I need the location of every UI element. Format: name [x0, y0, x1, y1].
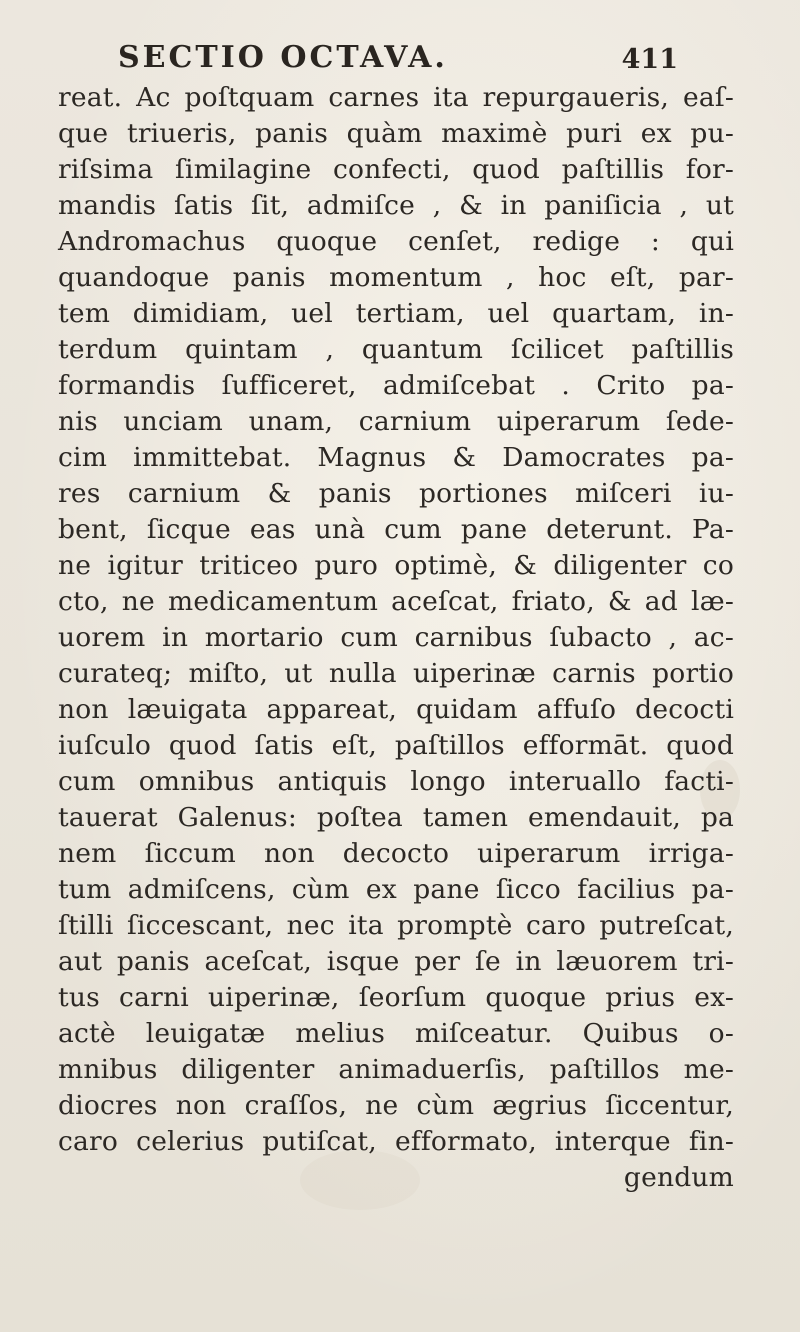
text-line: cum omnibus antiquis longo interuallo facti-	[58, 766, 734, 797]
text-line: curateq; miſto, ut nulla uiperinæ carnis portio	[58, 658, 734, 689]
running-head: SECTIO OCTAVA.	[118, 40, 448, 75]
page-header	[118, 40, 678, 80]
text-line: ne igitur triticeo puro optimè, & diligenter co	[58, 550, 734, 581]
text-line: aut panis aceſcat, isque per ſe in læuorem tri-	[58, 946, 734, 977]
body-text	[58, 80, 734, 1196]
text-line: cim immittebat. Magnus & Damocrates pa-	[58, 442, 734, 473]
text-line: que triueris, panis quàm maximè puri ex pu-	[58, 118, 734, 149]
text-line: nem ſiccum non decocto uiperarum irriga-	[58, 838, 734, 869]
text-line: iuſculo quod ſatis eſt, paſtillos efformāt. quod	[58, 730, 734, 761]
text-line: tus carni uiperinæ, ſeorſum quoque prius ex-	[58, 982, 734, 1013]
text-line: mnibus diligenter animaduerſis, paſtillos me-	[58, 1054, 734, 1085]
text-line: tauerat Galenus: poſtea tamen emendauit, pa	[58, 802, 734, 833]
text-line: caro celerius putiſcat, efformato, interque fin-	[58, 1126, 734, 1157]
text-line: ſtilli ſiccescant, nec ita promptè caro putreſcat,	[58, 910, 734, 941]
text-line: non læuigata appareat, quidam affuſo decocti	[58, 694, 734, 725]
page-number: 411	[621, 44, 678, 75]
text-line: bent, ſicque eas unà cum pane deterunt. Pa-	[58, 514, 734, 545]
text-line: nis unciam unam, carnium uiperarum ſede-	[58, 406, 734, 437]
text-line: reat. Ac poſtquam carnes ita repurgaueris, eaſ-	[58, 82, 734, 113]
catchword: gendum	[623, 1162, 734, 1193]
text-line: actè leuigatæ melius miſceatur. Quibus o-	[58, 1018, 734, 1049]
text-line: riſsima ſimilagine confecti, quod paſtillis for-	[58, 154, 734, 185]
text-line: mandis ſatis ſit, admiſce , & in paniſicia , ut	[58, 190, 734, 221]
text-line: terdum quintam , quantum ſcilicet paſtillis	[58, 334, 734, 365]
text-line: quandoque panis momentum , hoc eſt, par-	[58, 262, 734, 293]
text-line: diocres non craſſos, ne cùm ægrius ſiccentur,	[58, 1090, 734, 1121]
text-line: formandis ſufficeret, admiſcebat . Crito pa-	[58, 370, 734, 401]
text-line: uorem in mortario cum carnibus ſubacto , ac-	[58, 622, 734, 653]
text-line: tum admiſcens, cùm ex pane ſicco facilius pa-	[58, 874, 734, 905]
text-line: res carnium & panis portiones miſceri iu-	[58, 478, 734, 509]
text-line: tem dimidiam, uel tertiam, uel quartam, in-	[58, 298, 734, 329]
text-line: cto, ne medicamentum aceſcat, friato, & ad læ-	[58, 586, 734, 617]
text-line: Andromachus quoque cenſet, redige : qui	[58, 226, 734, 257]
